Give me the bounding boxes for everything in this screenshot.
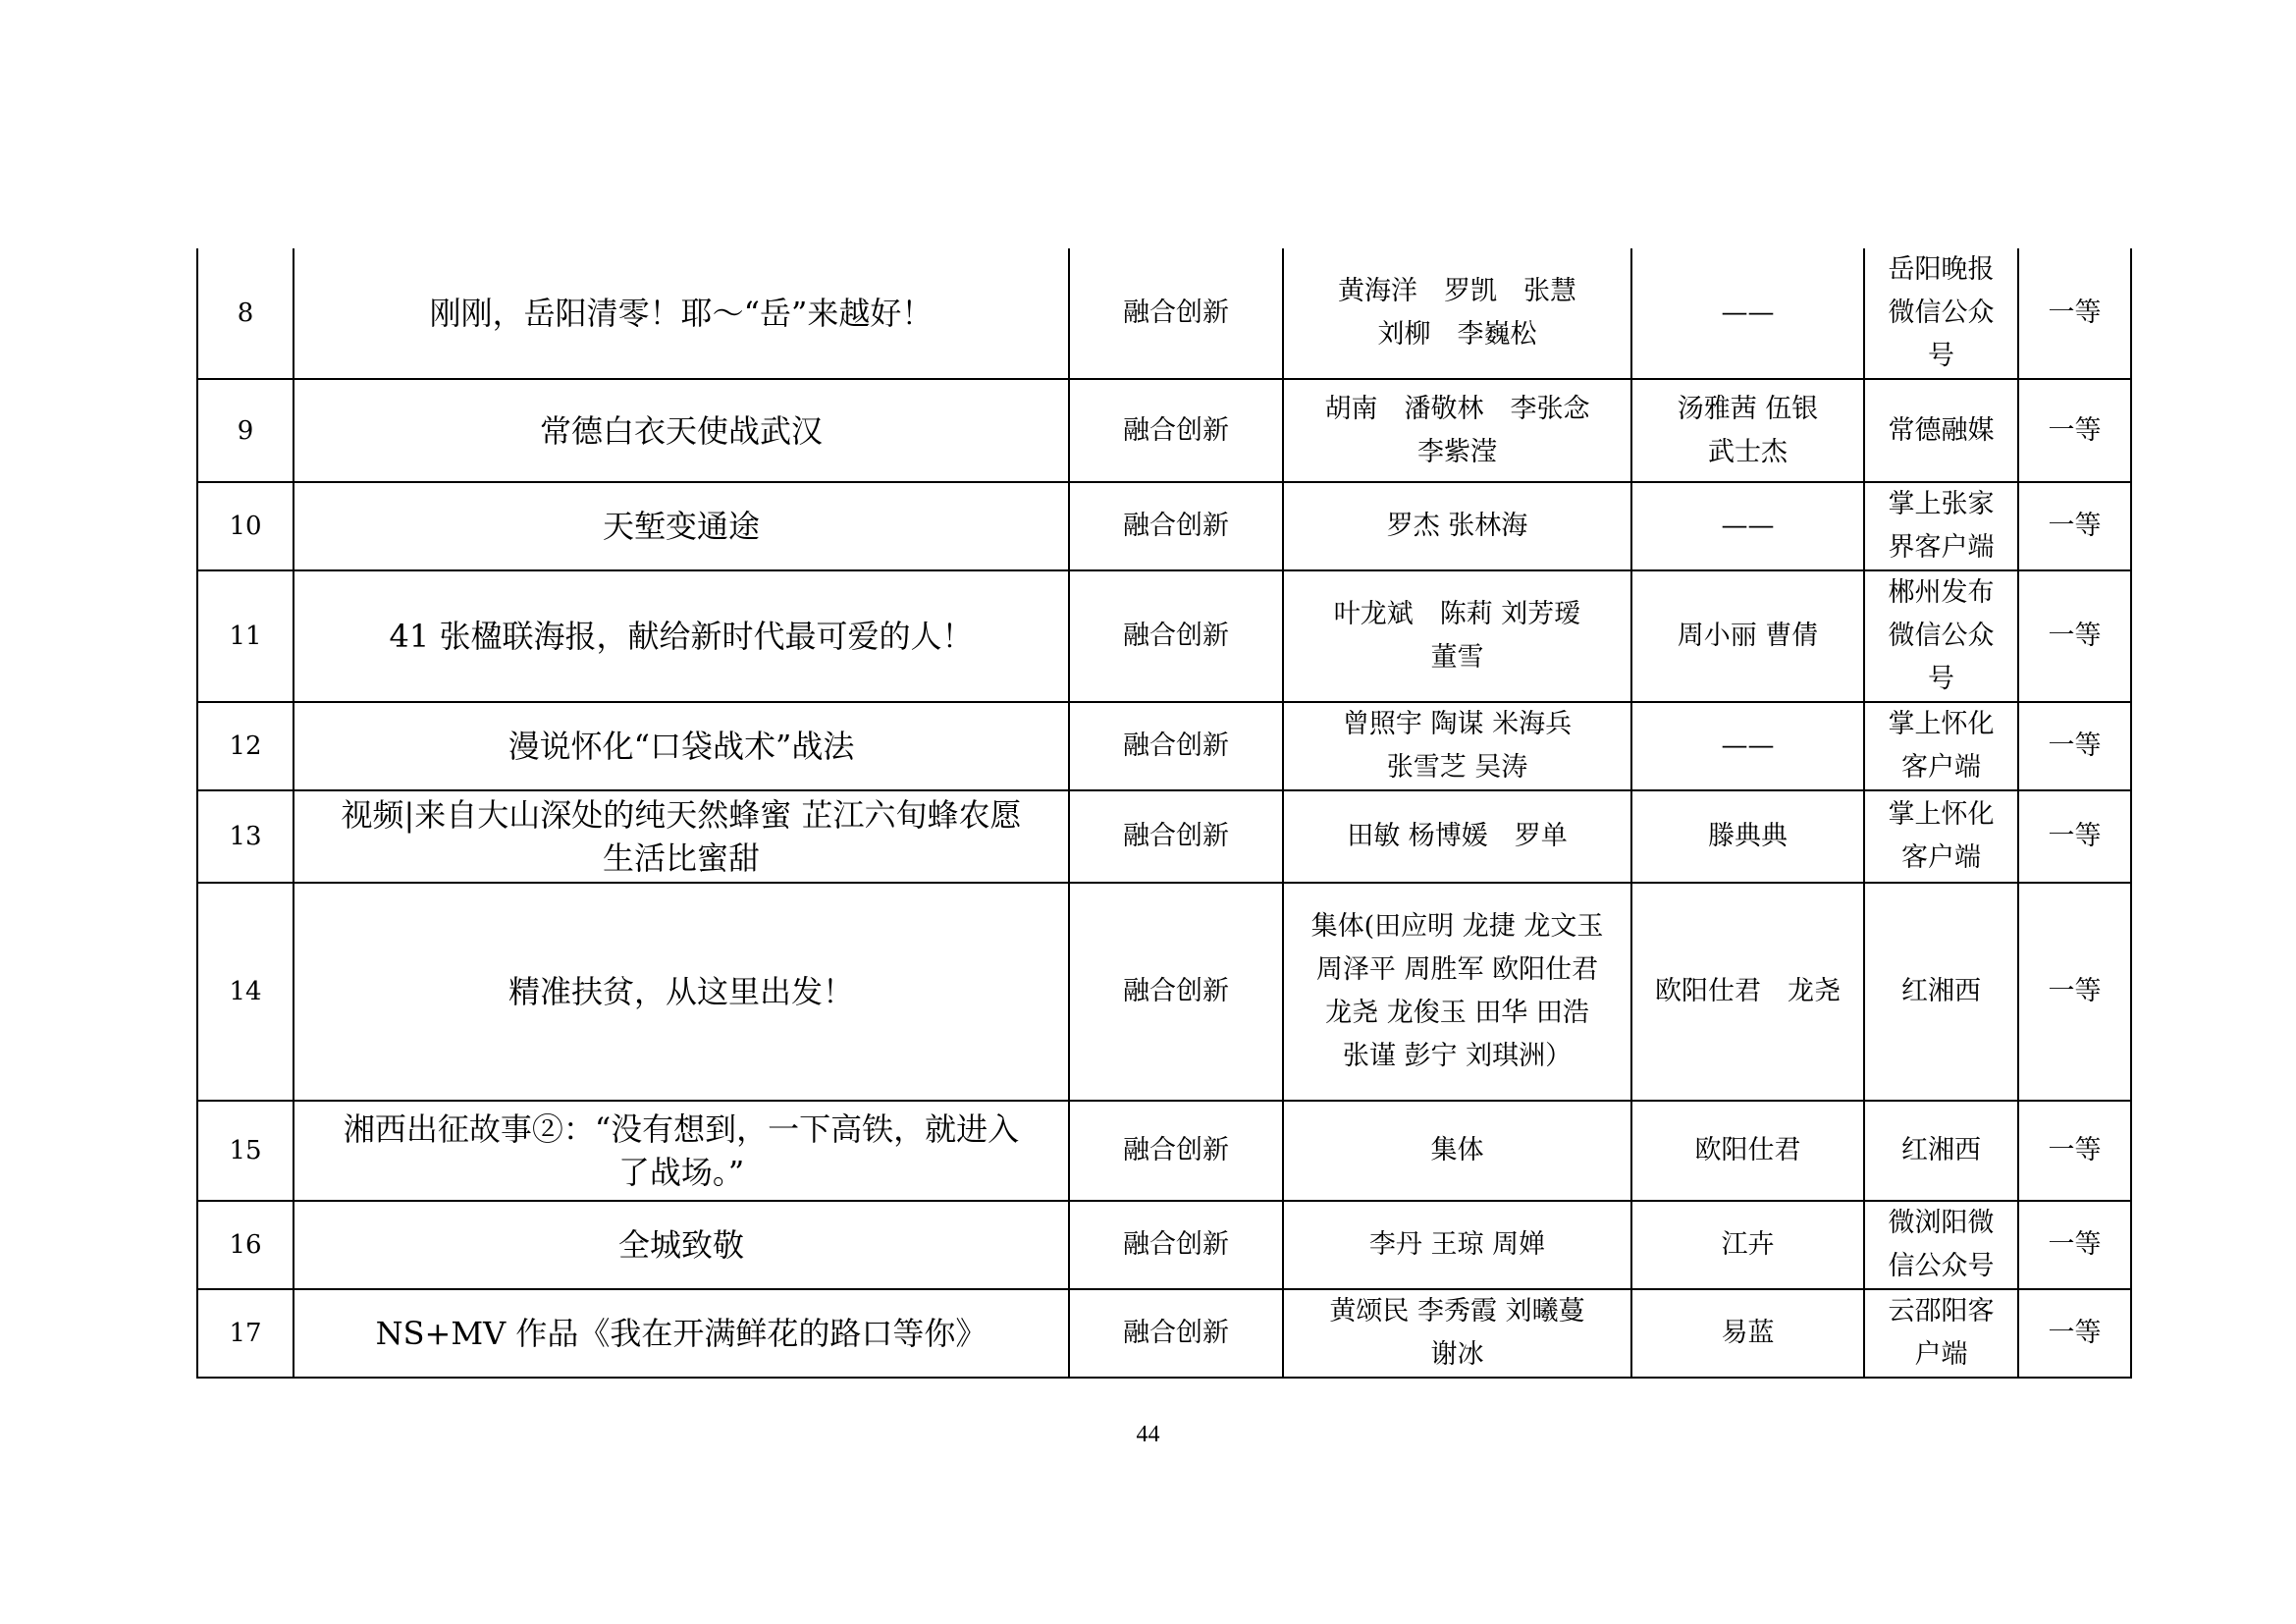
work-title: 刚刚，岳阳清零！耶～“岳”来越好！ — [294, 248, 1069, 379]
editor-line: 汤雅茜 伍银 — [1677, 393, 1819, 424]
publisher-line: 常德融媒 — [1888, 414, 1995, 446]
publisher — [1864, 570, 2018, 702]
authors — [1283, 790, 1631, 883]
table-row — [197, 1289, 2131, 1378]
authors — [1283, 883, 1631, 1101]
authors — [1283, 482, 1631, 570]
author-line: 谢冰 — [1430, 1339, 1484, 1370]
category: 融合创新 — [1069, 379, 1283, 482]
publisher — [1864, 883, 2018, 1101]
table-row — [197, 1101, 2131, 1201]
category: 融合创新 — [1069, 248, 1283, 379]
table-row — [197, 1201, 2131, 1289]
category: 融合创新 — [1069, 702, 1283, 790]
author-line: 李丹 王琼 周婵 — [1368, 1229, 1546, 1260]
editors — [1631, 883, 1864, 1101]
award-level: 一等 — [2018, 482, 2131, 570]
publisher-line: 掌上怀化 — [1888, 799, 1995, 830]
row-number: 17 — [197, 1289, 294, 1378]
publisher — [1864, 379, 2018, 482]
category: 融合创新 — [1069, 1201, 1283, 1289]
work-title: 天堑变通途 — [294, 482, 1069, 570]
category: 融合创新 — [1069, 570, 1283, 702]
table-row — [197, 482, 2131, 570]
author-line: 董雪 — [1430, 642, 1484, 673]
table-row — [197, 570, 2131, 702]
row-number: 12 — [197, 702, 294, 790]
award-level: 一等 — [2018, 790, 2131, 883]
publisher-line: 掌上张家 — [1888, 489, 1995, 519]
row-number: 16 — [197, 1201, 294, 1289]
row-number: 13 — [197, 790, 294, 883]
publisher-line: 郴州发布 — [1888, 577, 1995, 608]
publisher — [1864, 790, 2018, 883]
category: 融合创新 — [1069, 790, 1283, 883]
title-line: 生活比蜜甜 — [602, 839, 760, 877]
editor-line: —— — [1721, 731, 1775, 761]
editor-line: —— — [1721, 298, 1775, 328]
awards-table — [196, 248, 2132, 1379]
publisher-line: 掌上怀化 — [1888, 709, 1995, 739]
table-body — [197, 248, 2131, 1378]
publisher — [1864, 482, 2018, 570]
editor-line: 易蓝 — [1721, 1318, 1775, 1348]
editors — [1631, 1201, 1864, 1289]
title-line: 了战场。” — [617, 1154, 745, 1191]
category: 融合创新 — [1069, 1289, 1283, 1378]
award-level: 一等 — [2018, 1289, 2131, 1378]
publisher — [1864, 1289, 2018, 1378]
editors — [1631, 1101, 1864, 1201]
authors — [1283, 1201, 1631, 1289]
editor-line: 欧阳仕君 龙尧 — [1655, 976, 1841, 1006]
editors — [1631, 482, 1864, 570]
award-level: 一等 — [2018, 379, 2131, 482]
editors — [1631, 248, 1864, 379]
publisher-line: 红湘西 — [1901, 976, 1981, 1006]
authors — [1283, 1289, 1631, 1378]
row-number: 15 — [197, 1101, 294, 1201]
table-row — [197, 883, 2131, 1101]
award-level: 一等 — [2018, 702, 2131, 790]
publisher-line: 微浏阳微 — [1888, 1208, 1995, 1238]
publisher-line: 号 — [1928, 664, 1954, 694]
publisher — [1864, 702, 2018, 790]
title-line: 视频|来自大山深处的纯天然蜂蜜 芷江六旬蜂农愿 — [341, 796, 1022, 834]
work-title: NS+MV 作品《我在开满鲜花的路口等你》 — [294, 1289, 1069, 1378]
authors — [1283, 248, 1631, 379]
editors — [1631, 379, 1864, 482]
author-line: 叶龙斌 陈莉 刘芳瑷 — [1333, 599, 1581, 629]
category: 融合创新 — [1069, 883, 1283, 1101]
publisher — [1864, 248, 2018, 379]
editors — [1631, 790, 1864, 883]
author-line: 周泽平 周胜军 欧阳仕君 — [1315, 954, 1599, 985]
author-line: 曾照宇 陶谋 米海兵 — [1342, 709, 1573, 739]
publisher-line: 微信公众 — [1888, 298, 1995, 328]
authors — [1283, 379, 1631, 482]
publisher-line: 微信公众 — [1888, 621, 1995, 651]
work-title: 41 张楹联海报，献给新时代最可爱的人！ — [294, 570, 1069, 702]
award-level: 一等 — [2018, 883, 2131, 1101]
table-row — [197, 248, 2131, 379]
author-line: 罗杰 张林海 — [1386, 511, 1528, 541]
author-line: 龙尧 龙俊玉 田华 田浩 — [1325, 998, 1589, 1028]
row-number: 14 — [197, 883, 294, 1101]
editor-line: —— — [1721, 511, 1775, 541]
table-row — [197, 790, 2131, 883]
table-row — [197, 379, 2131, 482]
work-title: 漫说怀化“口袋战术”战法 — [294, 702, 1069, 790]
row-number: 9 — [197, 379, 294, 482]
publisher — [1864, 1201, 2018, 1289]
editor-line: 欧阳仕君 — [1694, 1135, 1801, 1165]
publisher-line: 岳阳晚报 — [1888, 254, 1995, 285]
editor-line: 江卉 — [1721, 1229, 1775, 1260]
publisher-line: 客户端 — [1901, 752, 1981, 783]
publisher-line: 红湘西 — [1901, 1135, 1981, 1165]
work-title: 精准扶贫，从这里出发！ — [294, 883, 1069, 1101]
publisher-line: 云邵阳客 — [1888, 1296, 1995, 1326]
author-line: 黄颂民 李秀霞 刘曦蔓 — [1329, 1296, 1585, 1326]
authors — [1283, 570, 1631, 702]
author-line: 集体(田应明 龙捷 龙文玉 — [1310, 911, 1604, 942]
row-number: 8 — [197, 248, 294, 379]
publisher-line: 界客户端 — [1888, 532, 1995, 563]
editors — [1631, 1289, 1864, 1378]
publisher-line: 信公众号 — [1888, 1251, 1995, 1281]
author-line: 李紫滢 — [1417, 436, 1497, 467]
editor-line: 滕典典 — [1708, 821, 1788, 851]
page-number: 44 — [1136, 1422, 1160, 1447]
publisher — [1864, 1101, 2018, 1201]
publisher-line: 户端 — [1914, 1339, 1968, 1370]
editors — [1631, 570, 1864, 702]
author-line: 田敏 杨博媛 罗单 — [1347, 821, 1568, 851]
row-number: 10 — [197, 482, 294, 570]
award-level: 一等 — [2018, 1201, 2131, 1289]
work-title: 全城致敬 — [294, 1201, 1069, 1289]
category: 融合创新 — [1069, 482, 1283, 570]
authors — [1283, 702, 1631, 790]
author-line: 集体 — [1430, 1135, 1484, 1165]
table-row — [197, 702, 2131, 790]
author-line: 张谨 彭宁 刘琪洲） — [1342, 1041, 1573, 1071]
row-number: 11 — [197, 570, 294, 702]
author-line: 胡南 潘敬林 李张念 — [1324, 393, 1590, 424]
award-level: 一等 — [2018, 1101, 2131, 1201]
work-title: 常德白衣天使战武汉 — [294, 379, 1069, 482]
editor-line: 武士杰 — [1708, 436, 1788, 467]
authors — [1283, 1101, 1631, 1201]
title-line: 湘西出征故事②：“没有想到，一下高铁，就进入 — [343, 1110, 1020, 1148]
work-title — [294, 1101, 1069, 1201]
publisher-line: 客户端 — [1901, 842, 1981, 873]
award-level: 一等 — [2018, 570, 2131, 702]
award-level: 一等 — [2018, 248, 2131, 379]
author-line: 张雪芝 吴涛 — [1386, 752, 1528, 783]
work-title — [294, 790, 1069, 883]
category: 融合创新 — [1069, 1101, 1283, 1201]
editors — [1631, 702, 1864, 790]
editor-line: 周小丽 曹倩 — [1677, 621, 1819, 651]
author-line: 刘柳 李巍松 — [1377, 319, 1537, 350]
publisher-line: 号 — [1928, 341, 1954, 371]
author-line: 黄海洋 罗凯 张慧 — [1338, 276, 1576, 306]
